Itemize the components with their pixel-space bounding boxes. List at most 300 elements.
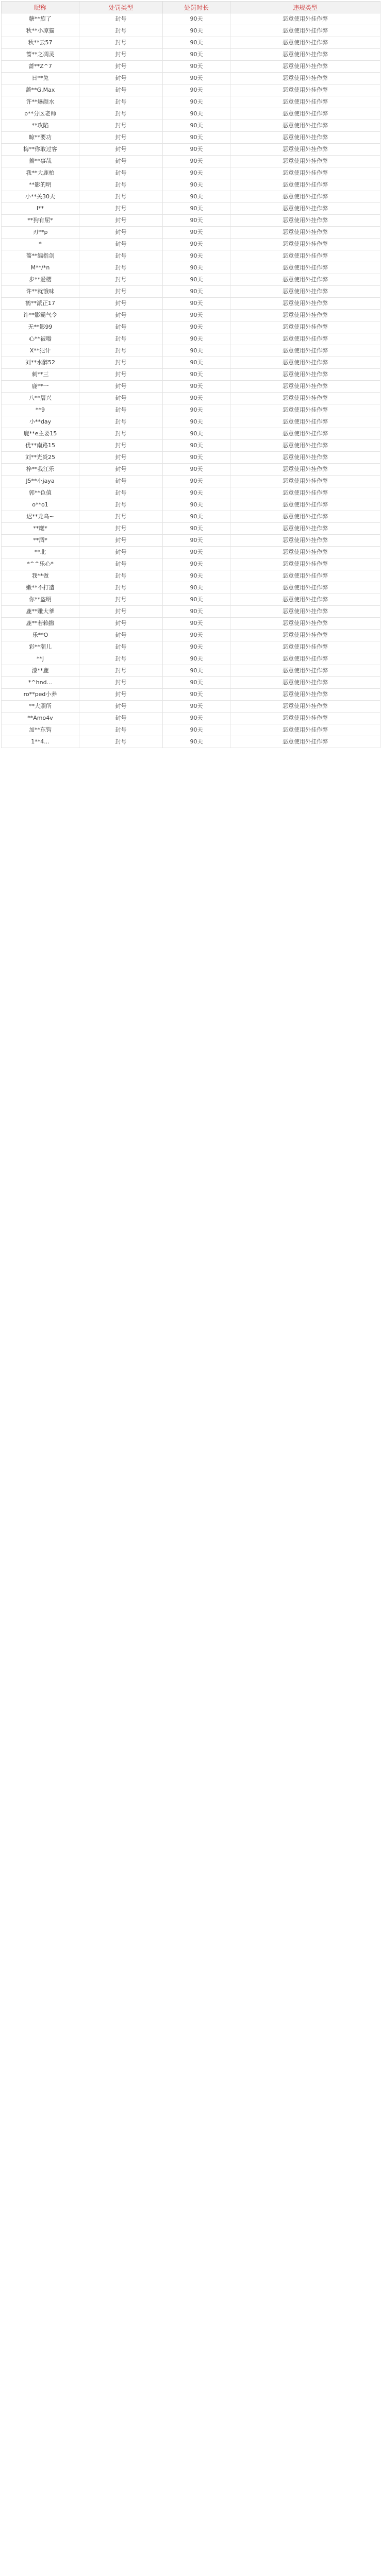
- punishment-type-cell: 封号: [79, 144, 163, 156]
- table-row: [2, 108, 380, 120]
- punishment-duration-cell: 90天: [163, 630, 230, 641]
- table-row: [2, 203, 380, 215]
- table-row: [2, 452, 380, 464]
- punishment-type-cell: 封号: [79, 440, 163, 452]
- punishment-type-cell: 封号: [79, 689, 163, 701]
- punishment-type-cell: 封号: [79, 262, 163, 274]
- violation-type-cell: 恶意使用外挂作弊: [230, 464, 380, 476]
- violation-type-cell: 恶意使用外挂作弊: [230, 404, 380, 416]
- punishment-duration-cell: 90天: [163, 511, 230, 523]
- nickname-cell: 嫩**不打造: [2, 582, 79, 594]
- violation-type-cell: 恶意使用外挂作弊: [230, 476, 380, 487]
- nickname-cell: 许**爆颜水: [2, 96, 79, 108]
- nickname-cell: 秋**云57: [2, 37, 79, 49]
- punishment-type-cell: 封号: [79, 464, 163, 476]
- punishment-duration-cell: 90天: [163, 227, 230, 239]
- violation-type-cell: 恶意使用外挂作弊: [230, 393, 380, 404]
- table-row: [2, 239, 380, 250]
- punishment-duration-cell: 90天: [163, 523, 230, 535]
- punishment-duration-cell: 90天: [163, 464, 230, 476]
- nickname-cell: 1**4...: [2, 736, 79, 748]
- violation-type-cell: 恶意使用外挂作弊: [230, 179, 380, 191]
- nickname-cell: I**: [2, 203, 79, 215]
- violation-type-cell: 恶意使用外挂作弊: [230, 25, 380, 37]
- table-row: [2, 227, 380, 239]
- table-row: [2, 120, 380, 132]
- punishment-duration-cell: 90天: [163, 713, 230, 724]
- table-row: [2, 724, 380, 736]
- nickname-cell: 八**屠兴: [2, 393, 79, 404]
- punishment-duration-cell: 90天: [163, 724, 230, 736]
- punishment-duration-cell: 90天: [163, 606, 230, 618]
- punishment-type-cell: 封号: [79, 476, 163, 487]
- punishment-duration-cell: 90天: [163, 239, 230, 250]
- violation-type-cell: 恶意使用外挂作弊: [230, 381, 380, 393]
- table-row: [2, 333, 380, 345]
- punishment-type-cell: 封号: [79, 428, 163, 440]
- nickname-cell: **J: [2, 653, 79, 665]
- punishment-duration-cell: 90天: [163, 84, 230, 96]
- violation-type-cell: 恶意使用外挂作弊: [230, 357, 380, 369]
- punishment-duration-cell: 90天: [163, 594, 230, 606]
- table-row: [2, 167, 380, 179]
- violation-type-cell: 恶意使用外挂作弊: [230, 345, 380, 357]
- nickname-cell: M**/*n: [2, 262, 79, 274]
- nickname-cell: X**犯计: [2, 345, 79, 357]
- table-row: [2, 416, 380, 428]
- nickname-cell: 秋**小凉猫: [2, 25, 79, 37]
- punishment-type-cell: 封号: [79, 677, 163, 689]
- violation-type-cell: 恶意使用外挂作弊: [230, 724, 380, 736]
- nickname-cell: 心**被嗡: [2, 333, 79, 345]
- nickname-cell: ro**ped小养: [2, 689, 79, 701]
- punishment-duration-cell: 90天: [163, 618, 230, 630]
- nickname-cell: J5**小jaya: [2, 476, 79, 487]
- table-row: [2, 582, 380, 594]
- table-row: [2, 476, 380, 487]
- punishment-duration-cell: 90天: [163, 499, 230, 511]
- table-row: [2, 736, 380, 748]
- table-row: [2, 606, 380, 618]
- punishment-duration-cell: 90天: [163, 156, 230, 167]
- nickname-cell: 乐**O: [2, 630, 79, 641]
- header-nickname: 昵称: [2, 2, 79, 13]
- punishment-duration-cell: 90天: [163, 108, 230, 120]
- table-row: [2, 262, 380, 274]
- punishment-type-cell: 封号: [79, 724, 163, 736]
- violation-type-cell: 恶意使用外挂作弊: [230, 547, 380, 558]
- nickname-cell: 小**关30天: [2, 191, 79, 203]
- table-row: [2, 274, 380, 286]
- punishment-type-cell: 封号: [79, 345, 163, 357]
- table-row: [2, 535, 380, 547]
- table-row: [2, 144, 380, 156]
- violation-type-cell: 恶意使用外挂作弊: [230, 227, 380, 239]
- violation-type-cell: 恶意使用外挂作弊: [230, 298, 380, 310]
- punishment-type-cell: 封号: [79, 547, 163, 558]
- violation-type-cell: 恶意使用外挂作弊: [230, 191, 380, 203]
- punishment-type-cell: 封号: [79, 369, 163, 381]
- punishment-type-cell: 封号: [79, 523, 163, 535]
- punishment-type-cell: 封号: [79, 606, 163, 618]
- violation-type-cell: 恶意使用外挂作弊: [230, 558, 380, 570]
- violation-type-cell: 恶意使用外挂作弊: [230, 203, 380, 215]
- table-row: [2, 357, 380, 369]
- punishment-duration-cell: 90天: [163, 250, 230, 262]
- nickname-cell: 晾**要功: [2, 132, 79, 144]
- violation-type-cell: 恶意使用外挂作弊: [230, 167, 380, 179]
- violation-type-cell: 恶意使用外挂作弊: [230, 689, 380, 701]
- punishment-duration-cell: 90天: [163, 167, 230, 179]
- punishment-duration-cell: 90天: [163, 381, 230, 393]
- table-row: [2, 321, 380, 333]
- punishment-type-cell: 封号: [79, 108, 163, 120]
- violation-type-cell: 恶意使用外挂作弊: [230, 594, 380, 606]
- violation-type-cell: 恶意使用外挂作弊: [230, 333, 380, 345]
- table-row: [2, 73, 380, 84]
- violation-type-cell: 恶意使用外挂作弊: [230, 156, 380, 167]
- punishment-type-cell: 封号: [79, 333, 163, 345]
- table-row: [2, 393, 380, 404]
- nickname-cell: **攻陷: [2, 120, 79, 132]
- punishment-type-cell: 封号: [79, 215, 163, 227]
- violation-type-cell: 恶意使用外挂作弊: [230, 677, 380, 689]
- violation-type-cell: 恶意使用外挂作弊: [230, 215, 380, 227]
- punishment-type-cell: 封号: [79, 73, 163, 84]
- table-row: [2, 156, 380, 167]
- punishment-type-cell: 封号: [79, 487, 163, 499]
- table-row: [2, 132, 380, 144]
- nickname-cell: 刺**三: [2, 369, 79, 381]
- table-row: [2, 523, 380, 535]
- nickname-cell: 迟**龙乌~: [2, 511, 79, 523]
- punishment-type-cell: 封号: [79, 594, 163, 606]
- violation-type-cell: 恶意使用外挂作弊: [230, 286, 380, 298]
- violation-type-cell: 恶意使用外挂作弊: [230, 630, 380, 641]
- table-row: [2, 713, 380, 724]
- nickname-cell: *^hnd...: [2, 677, 79, 689]
- table-row: [2, 653, 380, 665]
- punishment-duration-cell: 90天: [163, 333, 230, 345]
- nickname-cell: **大照所: [2, 701, 79, 713]
- table-row: [2, 547, 380, 558]
- punishment-duration-cell: 90天: [163, 203, 230, 215]
- nickname-cell: 鹿**赚大爹: [2, 606, 79, 618]
- punishment-duration-cell: 90天: [163, 321, 230, 333]
- nickname-cell: **9: [2, 404, 79, 416]
- punishment-type-cell: 封号: [79, 239, 163, 250]
- punishment-duration-cell: 90天: [163, 345, 230, 357]
- punishment-duration-cell: 90天: [163, 582, 230, 594]
- table-row: [2, 641, 380, 653]
- nickname-cell: 糖**旋了: [2, 13, 79, 25]
- violation-type-cell: 恶意使用外挂作弊: [230, 49, 380, 61]
- table-row: [2, 594, 380, 606]
- punishment-duration-cell: 90天: [163, 570, 230, 582]
- nickname-cell: 鹿**e主要15: [2, 428, 79, 440]
- punishment-duration-cell: 90天: [163, 37, 230, 49]
- punishment-duration-cell: 90天: [163, 49, 230, 61]
- punishment-duration-cell: 90天: [163, 191, 230, 203]
- punishment-duration-cell: 90天: [163, 144, 230, 156]
- punishment-type-cell: 封号: [79, 250, 163, 262]
- punishment-type-cell: 封号: [79, 227, 163, 239]
- table-row: [2, 25, 380, 37]
- violation-type-cell: 恶意使用外挂作弊: [230, 428, 380, 440]
- nickname-cell: 刃**p: [2, 227, 79, 239]
- punishment-type-cell: 封号: [79, 452, 163, 464]
- violation-type-cell: 恶意使用外挂作弊: [230, 487, 380, 499]
- nickname-cell: 许**就饿味: [2, 286, 79, 298]
- nickname-cell: *^^乐心*: [2, 558, 79, 570]
- violation-type-cell: 恶意使用外挂作弊: [230, 13, 380, 25]
- violation-type-cell: 恶意使用外挂作弊: [230, 321, 380, 333]
- violation-type-cell: 恶意使用外挂作弊: [230, 570, 380, 582]
- punishment-duration-cell: 90天: [163, 487, 230, 499]
- punishment-duration-cell: 90天: [163, 357, 230, 369]
- violation-type-cell: 恶意使用外挂作弊: [230, 61, 380, 73]
- nickname-cell: 无**影99: [2, 321, 79, 333]
- nickname-cell: 蔷**之凋灵: [2, 49, 79, 61]
- punishment-type-cell: 封号: [79, 191, 163, 203]
- table-row: [2, 310, 380, 321]
- punishment-type-cell: 封号: [79, 665, 163, 677]
- punishment-type-cell: 封号: [79, 641, 163, 653]
- table-row: [2, 630, 380, 641]
- punishment-duration-cell: 90天: [163, 416, 230, 428]
- nickname-cell: 刘**光炎25: [2, 452, 79, 464]
- punishment-duration-cell: 90天: [163, 262, 230, 274]
- punishment-type-cell: 封号: [79, 701, 163, 713]
- nickname-cell: o**o1: [2, 499, 79, 511]
- punishment-type-cell: 封号: [79, 713, 163, 724]
- table-row: [2, 191, 380, 203]
- violation-type-cell: 恶意使用外挂作弊: [230, 653, 380, 665]
- table-row: [2, 215, 380, 227]
- violation-type-cell: 恶意使用外挂作弊: [230, 641, 380, 653]
- table-row: [2, 179, 380, 191]
- punishment-type-cell: 封号: [79, 582, 163, 594]
- punishment-type-cell: 封号: [79, 156, 163, 167]
- nickname-cell: 优**南路15: [2, 440, 79, 452]
- punishment-type-cell: 封号: [79, 203, 163, 215]
- violation-type-cell: 恶意使用外挂作弊: [230, 274, 380, 286]
- punishment-duration-cell: 90天: [163, 476, 230, 487]
- punishment-type-cell: 封号: [79, 298, 163, 310]
- punishment-type-cell: 封号: [79, 25, 163, 37]
- punishment-duration-cell: 90天: [163, 179, 230, 191]
- punishment-duration-cell: 90天: [163, 96, 230, 108]
- nickname-cell: 我**做: [2, 570, 79, 582]
- punishment-duration-cell: 90天: [163, 298, 230, 310]
- violation-records-table: [1, 1, 380, 748]
- violation-type-cell: 恶意使用外挂作弊: [230, 582, 380, 594]
- violation-type-cell: 恶意使用外挂作弊: [230, 665, 380, 677]
- nickname-cell: 日**兔: [2, 73, 79, 84]
- punishment-duration-cell: 90天: [163, 215, 230, 227]
- nickname-cell: 你**盗明: [2, 594, 79, 606]
- nickname-cell: 梓**我江乐: [2, 464, 79, 476]
- violation-type-cell: 恶意使用外挂作弊: [230, 132, 380, 144]
- violation-type-cell: 恶意使用外挂作弊: [230, 369, 380, 381]
- table-row: [2, 404, 380, 416]
- nickname-cell: 蔷**G.Max: [2, 84, 79, 96]
- punishment-type-cell: 封号: [79, 558, 163, 570]
- nickname-cell: 漆**鹿: [2, 665, 79, 677]
- table-row: [2, 428, 380, 440]
- punishment-duration-cell: 90天: [163, 701, 230, 713]
- header-punishment-type: 处罚类型: [79, 2, 163, 13]
- punishment-duration-cell: 90天: [163, 73, 230, 84]
- table-row: [2, 665, 380, 677]
- table-row: [2, 677, 380, 689]
- violation-type-cell: 恶意使用外挂作弊: [230, 37, 380, 49]
- nickname-cell: **狗有屈*: [2, 215, 79, 227]
- punishment-type-cell: 封号: [79, 132, 163, 144]
- header-punishment-duration: 处罚时长: [163, 2, 230, 13]
- punishment-type-cell: 封号: [79, 653, 163, 665]
- violation-type-cell: 恶意使用外挂作弊: [230, 701, 380, 713]
- violation-type-cell: 恶意使用外挂作弊: [230, 310, 380, 321]
- table-row: [2, 84, 380, 96]
- violation-type-cell: 恶意使用外挂作弊: [230, 618, 380, 630]
- punishment-duration-cell: 90天: [163, 13, 230, 25]
- punishment-duration-cell: 90天: [163, 440, 230, 452]
- table-row: [2, 37, 380, 49]
- punishment-type-cell: 封号: [79, 416, 163, 428]
- punishment-type-cell: 封号: [79, 310, 163, 321]
- violation-type-cell: 恶意使用外挂作弊: [230, 499, 380, 511]
- punishment-duration-cell: 90天: [163, 677, 230, 689]
- punishment-type-cell: 封号: [79, 404, 163, 416]
- punishment-duration-cell: 90天: [163, 665, 230, 677]
- punishment-type-cell: 封号: [79, 120, 163, 132]
- nickname-cell: 加**东钩: [2, 724, 79, 736]
- table-row: [2, 345, 380, 357]
- punishment-type-cell: 封号: [79, 511, 163, 523]
- nickname-cell: 蔷**事哉: [2, 156, 79, 167]
- nickname-cell: 小**day: [2, 416, 79, 428]
- nickname-cell: 步**爱樱: [2, 274, 79, 286]
- punishment-type-cell: 封号: [79, 96, 163, 108]
- punishment-type-cell: 封号: [79, 61, 163, 73]
- table-row: [2, 558, 380, 570]
- punishment-type-cell: 封号: [79, 321, 163, 333]
- table-row: [2, 96, 380, 108]
- punishment-type-cell: 封号: [79, 84, 163, 96]
- violation-type-cell: 恶意使用外挂作弊: [230, 73, 380, 84]
- table-row: [2, 499, 380, 511]
- nickname-cell: 蔷**Z^7: [2, 61, 79, 73]
- punishment-duration-cell: 90天: [163, 61, 230, 73]
- violation-type-cell: 恶意使用外挂作弊: [230, 120, 380, 132]
- punishment-duration-cell: 90天: [163, 428, 230, 440]
- table-row: [2, 701, 380, 713]
- punishment-duration-cell: 90天: [163, 132, 230, 144]
- punishment-duration-cell: 90天: [163, 547, 230, 558]
- punishment-duration-cell: 90天: [163, 641, 230, 653]
- punishment-duration-cell: 90天: [163, 310, 230, 321]
- nickname-cell: **北: [2, 547, 79, 558]
- table-row: [2, 286, 380, 298]
- violation-type-cell: 恶意使用外挂作弊: [230, 452, 380, 464]
- punishment-type-cell: 封号: [79, 618, 163, 630]
- table-row: [2, 298, 380, 310]
- table-row: [2, 440, 380, 452]
- table-row: [2, 689, 380, 701]
- punishment-duration-cell: 90天: [163, 689, 230, 701]
- nickname-cell: 许**影霸气令: [2, 310, 79, 321]
- nickname-cell: 刘**水醉52: [2, 357, 79, 369]
- punishment-type-cell: 封号: [79, 274, 163, 286]
- violation-type-cell: 恶意使用外挂作弊: [230, 606, 380, 618]
- table-row: [2, 487, 380, 499]
- violation-type-cell: 恶意使用外挂作弊: [230, 250, 380, 262]
- header-violation-type: 违规类型: [230, 2, 380, 13]
- violation-type-cell: 恶意使用外挂作弊: [230, 440, 380, 452]
- punishment-duration-cell: 90天: [163, 274, 230, 286]
- punishment-duration-cell: 90天: [163, 369, 230, 381]
- table-row: [2, 618, 380, 630]
- nickname-cell: **影的明: [2, 179, 79, 191]
- punishment-duration-cell: 90天: [163, 25, 230, 37]
- punishment-type-cell: 封号: [79, 393, 163, 404]
- punishment-duration-cell: 90天: [163, 404, 230, 416]
- nickname-cell: **麾*: [2, 523, 79, 535]
- punishment-type-cell: 封号: [79, 37, 163, 49]
- table-row: [2, 381, 380, 393]
- punishment-duration-cell: 90天: [163, 653, 230, 665]
- table-row: [2, 369, 380, 381]
- table-header-row: [2, 2, 380, 13]
- nickname-cell: 鹿**若赖撒: [2, 618, 79, 630]
- table-row: [2, 511, 380, 523]
- table-row: [2, 13, 380, 25]
- violation-type-cell: 恶意使用外挂作弊: [230, 144, 380, 156]
- punishment-duration-cell: 90天: [163, 393, 230, 404]
- nickname-cell: 鹤**派正17: [2, 298, 79, 310]
- violation-type-cell: 恶意使用外挂作弊: [230, 535, 380, 547]
- punishment-type-cell: 封号: [79, 167, 163, 179]
- punishment-type-cell: 封号: [79, 357, 163, 369]
- table-row: [2, 570, 380, 582]
- violation-type-cell: 恶意使用外挂作弊: [230, 416, 380, 428]
- punishment-type-cell: 封号: [79, 286, 163, 298]
- punishment-type-cell: 封号: [79, 13, 163, 25]
- nickname-cell: 彩**潮儿: [2, 641, 79, 653]
- punishment-duration-cell: 90天: [163, 736, 230, 748]
- punishment-type-cell: 封号: [79, 535, 163, 547]
- nickname-cell: p**分区老师: [2, 108, 79, 120]
- punishment-type-cell: 封号: [79, 179, 163, 191]
- table-row: [2, 49, 380, 61]
- punishment-type-cell: 封号: [79, 736, 163, 748]
- violation-type-cell: 恶意使用外挂作弊: [230, 84, 380, 96]
- violation-type-cell: 恶意使用外挂作弊: [230, 239, 380, 250]
- punishment-type-cell: 封号: [79, 49, 163, 61]
- nickname-cell: 梅**你取过客: [2, 144, 79, 156]
- table-row: [2, 464, 380, 476]
- violation-type-cell: 恶意使用外挂作弊: [230, 736, 380, 748]
- violation-type-cell: 恶意使用外挂作弊: [230, 713, 380, 724]
- nickname-cell: 我**大鹿柏: [2, 167, 79, 179]
- punishment-type-cell: 封号: [79, 381, 163, 393]
- punishment-duration-cell: 90天: [163, 452, 230, 464]
- nickname-cell: 蔷**编指剑: [2, 250, 79, 262]
- nickname-cell: 郭**色值: [2, 487, 79, 499]
- table-row: [2, 250, 380, 262]
- punishment-duration-cell: 90天: [163, 535, 230, 547]
